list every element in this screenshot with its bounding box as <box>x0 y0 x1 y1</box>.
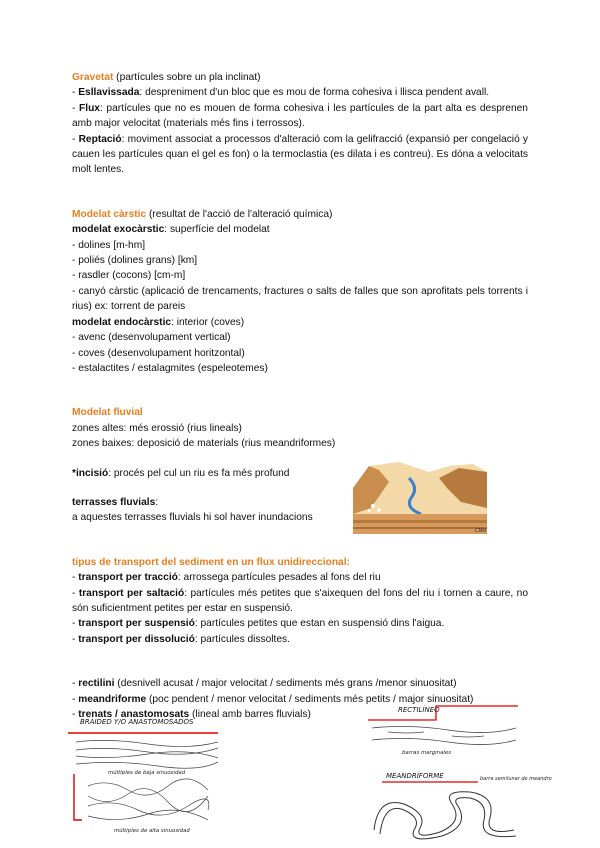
section-gravetat <box>72 70 528 178</box>
carstic-title: Modelat càrstic <box>72 208 147 220</box>
term: Flux <box>79 102 100 114</box>
rect-bars-caption: barras marginales <box>402 750 452 756</box>
transport-title: tipus de transport del sediment en un flux unidireccional: <box>72 556 350 568</box>
list-item: - dolines [m-hm] <box>72 239 146 251</box>
rectilinear-meander-sketch <box>368 700 552 840</box>
red-bracket <box>74 774 82 820</box>
gravetat-heading <box>72 70 528 85</box>
transport-item: - transport per dissolució: partícules dissoltes. <box>72 633 290 645</box>
list-item: zones baixes: deposició de materials (rius meandriformes) <box>72 438 336 450</box>
rect-title: RECTILÍNEO <box>398 706 440 714</box>
endocarstic-heading <box>72 315 528 330</box>
gravetat-note: (partícules sobre un pla inclinat) <box>113 72 261 83</box>
definition: (poc pendent / menor velocitat / sediments més petits / major sinuositat) <box>146 693 474 705</box>
braided-high-caption: múltiples de alta sinuosidad <box>114 828 190 834</box>
list-item: - avenc (desenvolupament vertical) <box>72 332 231 344</box>
list-item: - estalactites / estalagmites (espeleotemes) <box>72 362 268 374</box>
list-item: zones altes: més erossió (rius lineals) <box>72 422 242 434</box>
gravetat-item-flux: - Flux: partícules que no es mouen de forma cohesiva i les partícules de la part alta es desprenen amb major velocitat (materials més fins i terrossos). <box>72 102 528 130</box>
definition: (desnivell acusat / major velocitat / sediments més grans /menor sinuositat) <box>114 678 457 690</box>
document-body <box>72 70 528 722</box>
gravetat-item-reptacio: - Reptació: moviment associat a processos d'alteració com la gelifracció (expansió per congelació y cauen les partícules quan el gel es fon) o la termoclastia (es dilata i es contreu). Es dóna a velocitats molt lentes. <box>72 133 528 176</box>
colon: : <box>155 496 159 508</box>
term: Esllavissada <box>78 87 140 99</box>
term: terrasses fluvials <box>72 496 156 508</box>
stratum-line <box>353 527 487 529</box>
river-type-item: - trenats / anastomosats (lineal amb barres fluvials) <box>72 709 311 720</box>
meander-bar-caption: barra semilunar de meandro <box>480 776 552 782</box>
term: meandriforme <box>78 693 147 705</box>
definition: : superfície del modelat <box>164 224 270 236</box>
term: modelat exocàrstic <box>72 224 165 236</box>
terrasses-text: a aquestes terrasses fluvials hi sol haver inundacions <box>72 512 313 524</box>
term: Reptació <box>78 133 122 145</box>
definition: (lineal amb barres fluvials) <box>189 709 311 720</box>
list-item: - poliés (dolines grans) [km] <box>72 255 198 267</box>
definition: : procés pel cul un riu es fa més profund <box>108 467 290 479</box>
term: transport per dissolució <box>78 633 195 645</box>
carstic-note: (resultat de l'acció de l'alteració química) <box>146 208 333 220</box>
term: modelat endocàrstic <box>72 316 172 328</box>
list-item: - coves (desenvolupament horitzontal) <box>72 347 245 359</box>
term: *incisió <box>72 467 109 479</box>
term: transport per tracció <box>78 572 178 584</box>
braided-channels-sketch <box>68 716 226 838</box>
term: transport per saltació <box>78 587 185 599</box>
term: transport per suspensió <box>78 618 195 630</box>
list-item: - rasdler (cocons) [cm-m] <box>72 270 186 282</box>
braided-title: BRAIDED Y/O ANASTOMOSADOS <box>80 718 194 726</box>
fluvial-title: Modelat fluvial <box>72 407 143 419</box>
low-sinuosity-sketch <box>76 740 218 768</box>
definition: : partícules més petites que s'aixequen del fons del riu i tornen a caure, no són suficientment petites per estar en suspensió. <box>72 587 528 614</box>
definition: : partícules que no es mouen de forma cohesiva i les partícules de la part alta es desprenen amb major velocitat (materials més fins i terrossos). <box>72 102 528 130</box>
definition: : partícules petites que estan en suspensió dins l'aigua. <box>194 618 445 630</box>
gravetat-item-esllavissada: - Esllavissada: despreniment d'un bloc que es mou de forma cohesiva i llisca pendent avall. <box>72 87 490 99</box>
transport-item: - transport per suspensió: partícules petites que estan en suspensió dins l'aigua. <box>72 618 445 630</box>
high-sinuosity-sketch <box>88 779 209 820</box>
rectilinear-channel <box>372 726 516 744</box>
section-transport <box>72 555 528 647</box>
river-type-item: - meandriforme (poc pendent / menor velocitat / sediments més petits / major sinuositat) <box>72 693 474 705</box>
exocarstic-heading <box>72 222 528 237</box>
definition: : interior (coves) <box>171 316 245 328</box>
term: rectilini <box>78 678 115 690</box>
transport-item: - transport per saltació: partícules més petites que s'aixequen del fons del riu i tornen a caure, no són suficientment petites per estar en suspensió. <box>72 587 528 614</box>
transport-item: - transport per tracció: arrossega partícules pesades al fons del riu <box>72 572 381 584</box>
section-carstic <box>72 207 528 376</box>
meander-channel <box>374 792 516 839</box>
river-type-item: - rectilini (desnivell acusat / major velocitat / sediments més grans /menor sinuositat) <box>72 678 457 690</box>
stratum-line <box>353 520 487 523</box>
meander-title: MEANDRÍFORME <box>386 772 444 780</box>
term: trenats / anastomosats <box>78 709 190 720</box>
gravetat-title: Gravetat <box>72 72 114 83</box>
list-item: - canyó càrstic (aplicació de trencaments, fractures o salts de falles que son aprofitats pels torrents i rius) ex: torrent de pareis <box>72 285 528 313</box>
gravel-dot <box>368 510 371 513</box>
terrace-block-diagram <box>349 458 489 535</box>
red-step-line <box>368 706 518 720</box>
carstic-heading <box>72 207 528 222</box>
definition: : despreniment d'un bloc que es mou de forma cohesiva i llisca pendent avall. <box>139 87 490 99</box>
braided-low-caption: múltiples de baja sinuosidad <box>108 770 186 776</box>
terrace-tag: CNN <box>475 528 486 534</box>
definition: : partícules dissoltes. <box>194 633 290 645</box>
gravel-dot <box>377 508 380 511</box>
definition: : moviment associat a processos d'alteració com la gelifracció (expansió per congelació y cauen les partícules quan el gel es fon) o la termoclastia (es dilata i es contreu). Es dóna a velocitats molt lentes. <box>72 133 528 176</box>
definition: : arrossega partícules pesades al fons del riu <box>177 572 381 584</box>
gravel-dot <box>371 504 375 508</box>
block-base <box>353 514 487 534</box>
